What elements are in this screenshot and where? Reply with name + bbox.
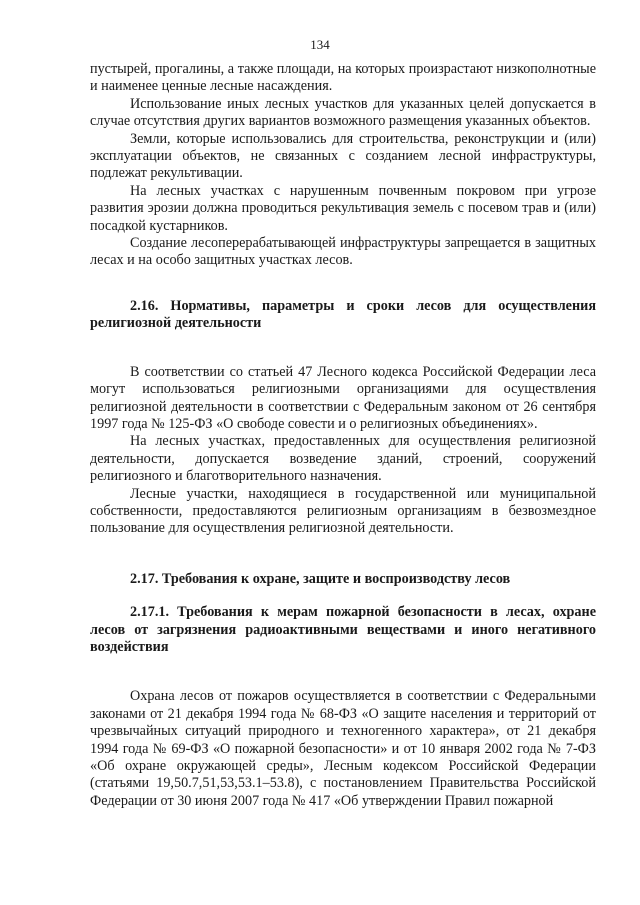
paragraph: Использование иных лесных участков для указанных целей допускается в случае отсутствия других вариантов возможного размещения указанных объектов. xyxy=(90,95,596,130)
page-number: 134 xyxy=(310,37,330,52)
paragraph: На лесных участках с нарушенным почвенным покровом при угрозе развития эрозии должна проводиться рекультивация земель с посевом трав и (или) посадкой кустарников. xyxy=(90,182,596,234)
section-heading-2-17: 2.17. Требования к охране, защите и воспроизводству лесов xyxy=(130,570,511,587)
paragraph: Лесные участки, находящиеся в государственной или муниципальной собственности, предоставляются религиозным организациям в безвозмездное пользование для осуществления религиозной деятельности. xyxy=(90,485,596,537)
paragraph: В соответствии со статьей 47 Лесного кодекса Российской Федерации леса могут использоваться религиозными организациями для осуществления религиозной деятельности в соответствии с Федеральным законом от 26 сентября 1997 года № 125-ФЗ «О свободе совести и о религиозных объединениях». xyxy=(90,363,596,432)
paragraph: пустырей, прогалины, а также площади, на которых произрастают низкополнотные и наименее ценные лесные насаждения. xyxy=(90,61,596,95)
paragraph: Земли, которые использовались для строительства, реконструкции и (или) эксплуатации объектов, не связанных с созданием лесной инфраструктуры, подлежат рекультивации. xyxy=(90,130,596,182)
paragraph: Создание лесоперерабатывающей инфраструктуры запрещается в защитных лесах и на особо защитных участках лесов. xyxy=(90,235,596,269)
paragraph: На лесных участках, предоставленных для осуществления религиозной деятельности, допускается возведение зданий, строений, сооружений религиозного и благотворительного назначения. xyxy=(90,433,596,485)
section-heading-2-17-1: 2.17.1. Требования к мерам пожарной безопасности в лесах, охране лесов от загрязнения радиоактивными веществами и иного негативного воздействия xyxy=(90,604,596,655)
paragraph: Охрана лесов от пожаров осуществляется в соответствии с Федеральными законами от 21 декабря 1994 года № 68-ФЗ «О защите населения и территорий от чрезвычайных ситуаций природного и техногенного характера», от 21 декабря 1994 года № 69-ФЗ «О пожарной безопасности» и от 10 января 2002 года № 7-ФЗ «Об охране окружающей среды», Лесным кодексом Российской Федерации (статьями 19,50.7,51,53,53.1–53.8), с постановлением Правительства Российской Федерации от 30 июня 2007 года № 417 «Об утверждении Правил пожарной xyxy=(90,688,596,809)
document-body xyxy=(90,61,596,810)
section-heading-2-16: 2.16. Нормативы, параметры и сроки лесов для осуществления религиозной деятельности xyxy=(90,297,596,332)
